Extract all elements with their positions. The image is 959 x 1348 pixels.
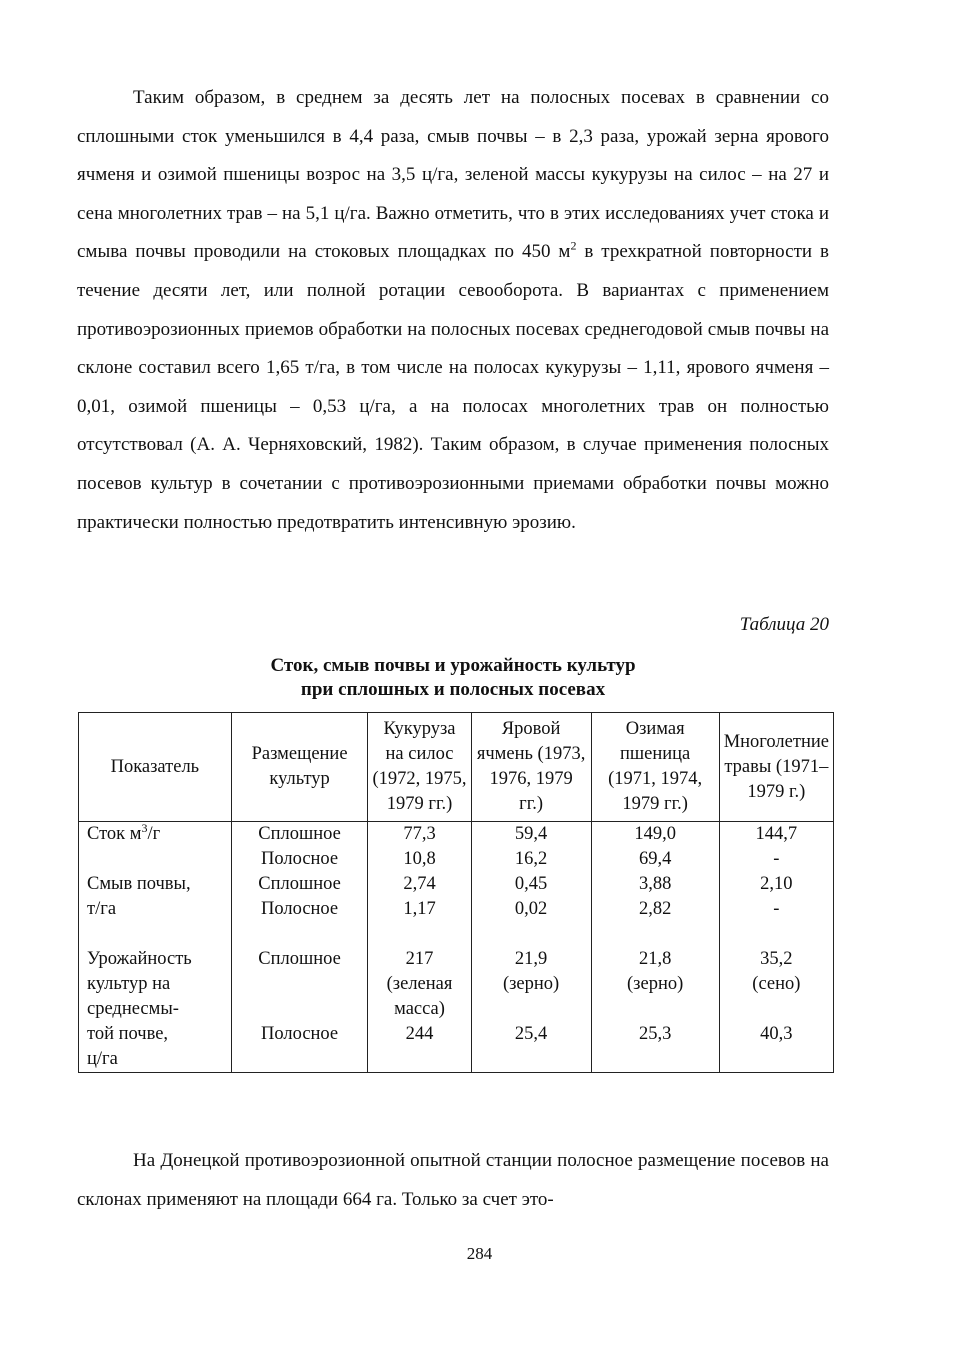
table-cell: 144,7 <box>719 822 833 848</box>
header-indicator: Показатель <box>79 713 232 822</box>
table-cell: 25,4 <box>471 1022 591 1073</box>
table-cell <box>471 922 591 947</box>
table-cell <box>368 922 471 947</box>
table-cell: Сплошное <box>231 947 368 1022</box>
table-cell: 0,45 <box>471 872 591 897</box>
table-cell: Сплошное <box>231 822 368 848</box>
table-cell: 244 <box>368 1022 471 1073</box>
table-cell <box>719 947 833 1022</box>
table-cell: Полосное <box>231 1022 368 1073</box>
row-label-runoff <box>79 822 232 848</box>
table-row <box>79 947 834 1022</box>
yield-corn-note-2: масса) <box>394 999 445 1019</box>
table-cell: 2,82 <box>591 897 719 922</box>
row-label-yield-cont <box>79 1022 232 1073</box>
table-cell: 149,0 <box>591 822 719 848</box>
paragraph-2 <box>77 1142 829 1219</box>
row-label-erosion: Смыв почвы, <box>79 872 232 897</box>
table-cell: 2,10 <box>719 872 833 897</box>
table-cell <box>719 922 833 947</box>
table-title-line-1: Сток, смыв почвы и урожайность культур <box>270 655 636 676</box>
table-row <box>79 822 834 848</box>
header-wheat: Озимая пшеница (1971, 1974, 1979 гг.) <box>591 713 719 822</box>
yield-label-line-2: культур на <box>87 974 171 994</box>
yield-grasses-note: (сено) <box>752 974 801 994</box>
paragraph-1-text-rest: в трехкратной повторности в течение десяти лет, или полной ротации севооборота. В вариантах с применением противоэрозионных приемов обработки на полосных посевах среднегодовой смыв почвы на склоне составил всего 1,65 т/га, в том числе на полосах кукурузы – 1,11, ярового ячменя – 0,01, озимой пшеницы – 0,53 ц/га, а на полосах многолетних трав он полностью отсутствовал (А. А. Черняховский, 1982). Таким образом, в случае применения полосных посевов культур в сочетании с противоэрозионными приемами обработки почвы можно практически полностью предотвратить интенсивную эрозию. <box>77 241 829 533</box>
table-cell <box>471 947 591 1022</box>
table-cell: 69,4 <box>591 847 719 872</box>
table-cell: - <box>719 847 833 872</box>
table-cell: 16,2 <box>471 847 591 872</box>
paragraph-1 <box>77 79 829 542</box>
table-cell <box>591 922 719 947</box>
paragraph-1-text: Таким образом, в среднем за десять лет на полосных посевах в сравнении со сплошными сток уменьшился в 4,4 раза, смыв почвы – в 2,3 раза, урожай зерна ярового ячменя и озимой пшеницы возрос на 3,5 ц/га, зеленой массы кукурузы на силос – на 27 и сена многолетних трав – на 5,1 ц/га. Важно отметить, что в этих исследованиях учет стока и смыва почвы проводили на стоковых площадках по 450 м <box>77 87 829 263</box>
table-cell: 0,02 <box>471 897 591 922</box>
table-row <box>79 872 834 897</box>
yield-corn-solid: 217 <box>405 949 434 969</box>
yield-label-line-5: ц/га <box>87 1049 118 1069</box>
table-cell <box>79 922 232 947</box>
table-spacer-row <box>79 922 834 947</box>
table-cell: 59,4 <box>471 822 591 848</box>
paragraph-2-text: На Донецкой противоэрозионной опытной станции полосное размещение посевов на склонах применяют на площади 664 га. Только за счет это- <box>77 1150 829 1210</box>
yield-barley-solid: 21,9 <box>514 949 548 969</box>
table-cell: 3,88 <box>591 872 719 897</box>
table-cell: 25,3 <box>591 1022 719 1073</box>
table-cell: 1,17 <box>368 897 471 922</box>
data-table <box>78 712 834 1073</box>
header-placement: Размещение культур <box>231 713 368 822</box>
table-row <box>79 847 834 872</box>
table-row <box>79 897 834 922</box>
superscript: 2 <box>570 239 577 254</box>
table-title-line-2: при сплошных и полосных посевах <box>300 679 606 700</box>
runoff-label-rest: /г <box>147 824 161 844</box>
header-grasses: Многолетние травы (1971–1979 г.) <box>719 713 833 822</box>
yield-wheat-solid: 21,8 <box>638 949 672 969</box>
runoff-label: Сток м <box>87 824 142 844</box>
yield-label-line-1: Урожайность <box>87 949 192 969</box>
yield-grasses-solid: 35,2 <box>760 949 793 969</box>
yield-wheat-note: (зерно) <box>627 974 684 994</box>
runoff-label-sup: 3 <box>141 820 148 835</box>
row-label-yield <box>79 947 232 1022</box>
table-cell: Полосное <box>231 897 368 922</box>
table-title <box>77 654 829 702</box>
table-label: Таблица 20 <box>739 614 829 635</box>
table-cell <box>231 922 368 947</box>
page-number: 284 <box>466 1244 493 1263</box>
table-row <box>79 1022 834 1073</box>
table-cell <box>79 847 232 872</box>
table-header-row <box>79 713 834 822</box>
row-label-erosion-unit: т/га <box>79 897 232 922</box>
table-cell: - <box>719 897 833 922</box>
table-cell: 77,3 <box>368 822 471 848</box>
table-cell: Полосное <box>231 847 368 872</box>
table-cell <box>368 947 471 1022</box>
yield-label-line-3: среднесмы- <box>87 999 179 1019</box>
header-barley: Яровой ячмень (1973, 1976, 1979 гг.) <box>471 713 591 822</box>
table-cell: Сплошное <box>231 872 368 897</box>
yield-corn-note-1: (зеленая <box>386 974 453 994</box>
table-cell: 10,8 <box>368 847 471 872</box>
table-cell: 40,3 <box>719 1022 833 1073</box>
yield-label-line-4: той почве, <box>87 1024 169 1044</box>
table-cell <box>591 947 719 1022</box>
header-corn: Кукуруза на силос (1972, 1975, 1979 гг.) <box>368 713 471 822</box>
table-cell: 2,74 <box>368 872 471 897</box>
yield-barley-note: (зерно) <box>502 974 560 994</box>
